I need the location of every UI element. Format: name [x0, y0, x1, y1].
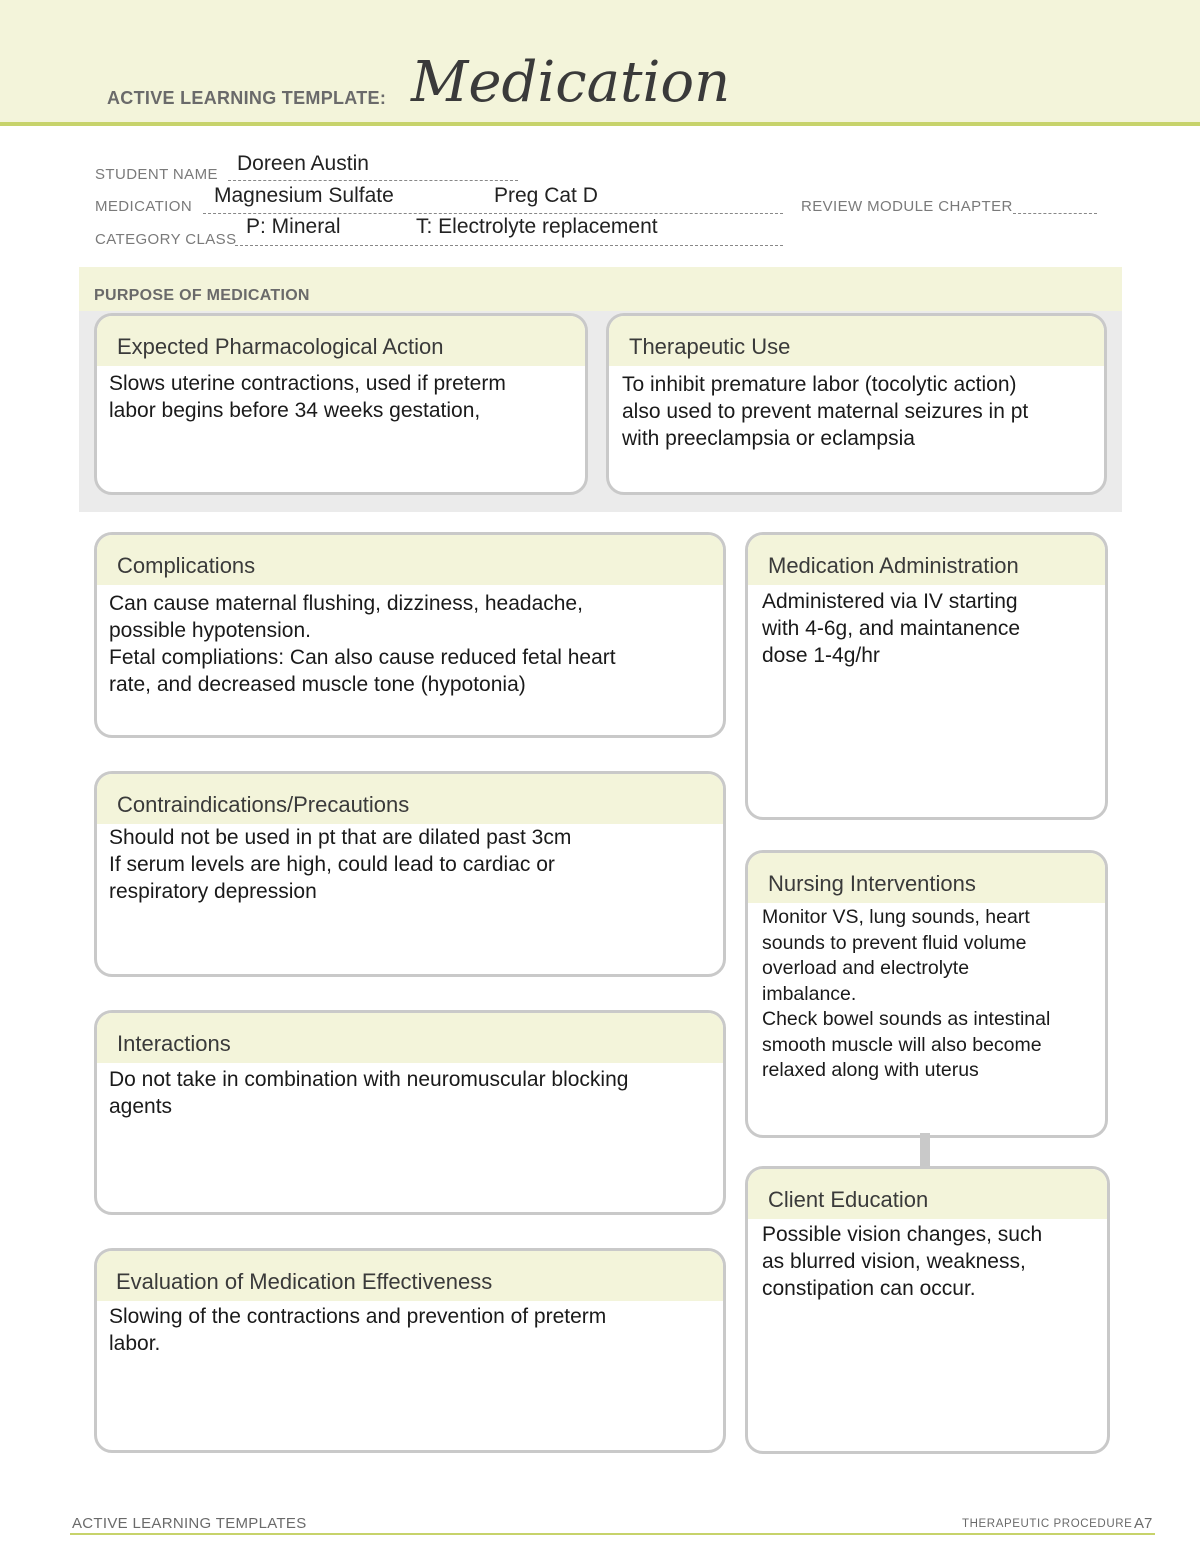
student-name-value[interactable]: Doreen Austin — [237, 152, 369, 175]
client-education-body[interactable]: Possible vision changes, such as blurred vision, weakness, constipation can occur. — [762, 1223, 1043, 1300]
therapeutic-class-value[interactable]: T: Electrolyte replacement — [416, 215, 658, 238]
category-class-label: CATEGORY CLASS — [95, 231, 237, 248]
interactions-box — [94, 1010, 726, 1215]
purpose-label: PURPOSE OF MEDICATION — [94, 287, 310, 304]
medication-administration-body[interactable]: Administered via IV starting with 4-6g, and maintanence dose 1-4g/hr — [762, 590, 1020, 667]
pharmacologic-class-value[interactable]: P: Mineral — [246, 215, 341, 238]
medication-administration-title: Medication Administration — [768, 553, 1019, 578]
nursing-interventions-body[interactable]: Monitor VS, lung sounds, heart sounds to prevent fluid volume overload and electrolyte imbalance. Check bowel sounds as intestinal smooth muscle will also become relaxed along with uterus — [762, 906, 1051, 1081]
nursing-interventions-box — [745, 850, 1108, 1138]
contraindications-body[interactable]: Should not be used in pt that are dilated past 3cm If serum levels are high, could lead to cardiac or respiratory depression — [109, 826, 572, 903]
client-education-title: Client Education — [768, 1187, 929, 1212]
student-name-label: STUDENT NAME — [95, 166, 218, 183]
evaluation-title: Evaluation of Medication Effectiveness — [116, 1269, 493, 1294]
footer-left-label: ACTIVE LEARNING TEMPLATES — [72, 1515, 307, 1532]
evaluation-body[interactable]: Slowing of the contractions and prevention of preterm labor. — [109, 1305, 607, 1355]
nursing-interventions-title: Nursing Interventions — [768, 871, 976, 896]
expected-action-title: Expected Pharmacological Action — [117, 334, 444, 359]
contraindications-box — [94, 771, 726, 977]
template-title: Medication — [411, 50, 731, 115]
therapeutic-use-body[interactable]: To inhibit premature labor (tocolytic action) also used to prevent maternal seizures in pt with preeclampsia or eclampsia — [622, 373, 1029, 450]
expected-action-box — [94, 313, 588, 495]
evaluation-box — [94, 1248, 726, 1453]
medication-label: MEDICATION — [95, 198, 193, 215]
box-connector — [920, 1133, 930, 1167]
student-name-line — [228, 180, 518, 181]
therapeutic-use-box — [606, 313, 1107, 495]
medication-administration-box — [745, 532, 1108, 820]
client-education-box — [745, 1166, 1110, 1454]
footer-page-number: A7 — [1134, 1515, 1153, 1532]
pregnancy-category-value[interactable]: Preg Cat D — [494, 184, 598, 207]
footer-rule — [70, 1533, 1155, 1535]
review-module-line — [1013, 213, 1097, 214]
therapeutic-use-title: Therapeutic Use — [629, 334, 791, 359]
expected-action-body[interactable]: Slows uterine contractions, used if preterm labor begins before 34 weeks gestation, — [109, 372, 506, 422]
interactions-body[interactable]: Do not take in combination with neuromuscular blocking agents — [109, 1068, 629, 1118]
contraindications-title: Contraindications/Precautions — [117, 792, 410, 817]
complications-box — [94, 532, 726, 738]
template-label: ACTIVE LEARNING TEMPLATE: — [107, 88, 387, 108]
header-rule — [0, 122, 1200, 126]
medication-line — [203, 213, 783, 214]
complications-title: Complications — [117, 553, 256, 578]
interactions-title: Interactions — [117, 1031, 231, 1056]
medication-value[interactable]: Magnesium Sulfate — [214, 184, 394, 207]
category-class-line — [235, 245, 783, 246]
footer-right-label: THERAPEUTIC PROCEDURE — [962, 1518, 1133, 1530]
review-module-label: REVIEW MODULE CHAPTER — [801, 198, 1013, 215]
complications-body[interactable]: Can cause maternal flushing, dizziness, headache, possible hypotension. Fetal compliations: Can also cause reduced fetal heart rate, and decreased muscle tone (hypotonia) — [109, 592, 616, 696]
